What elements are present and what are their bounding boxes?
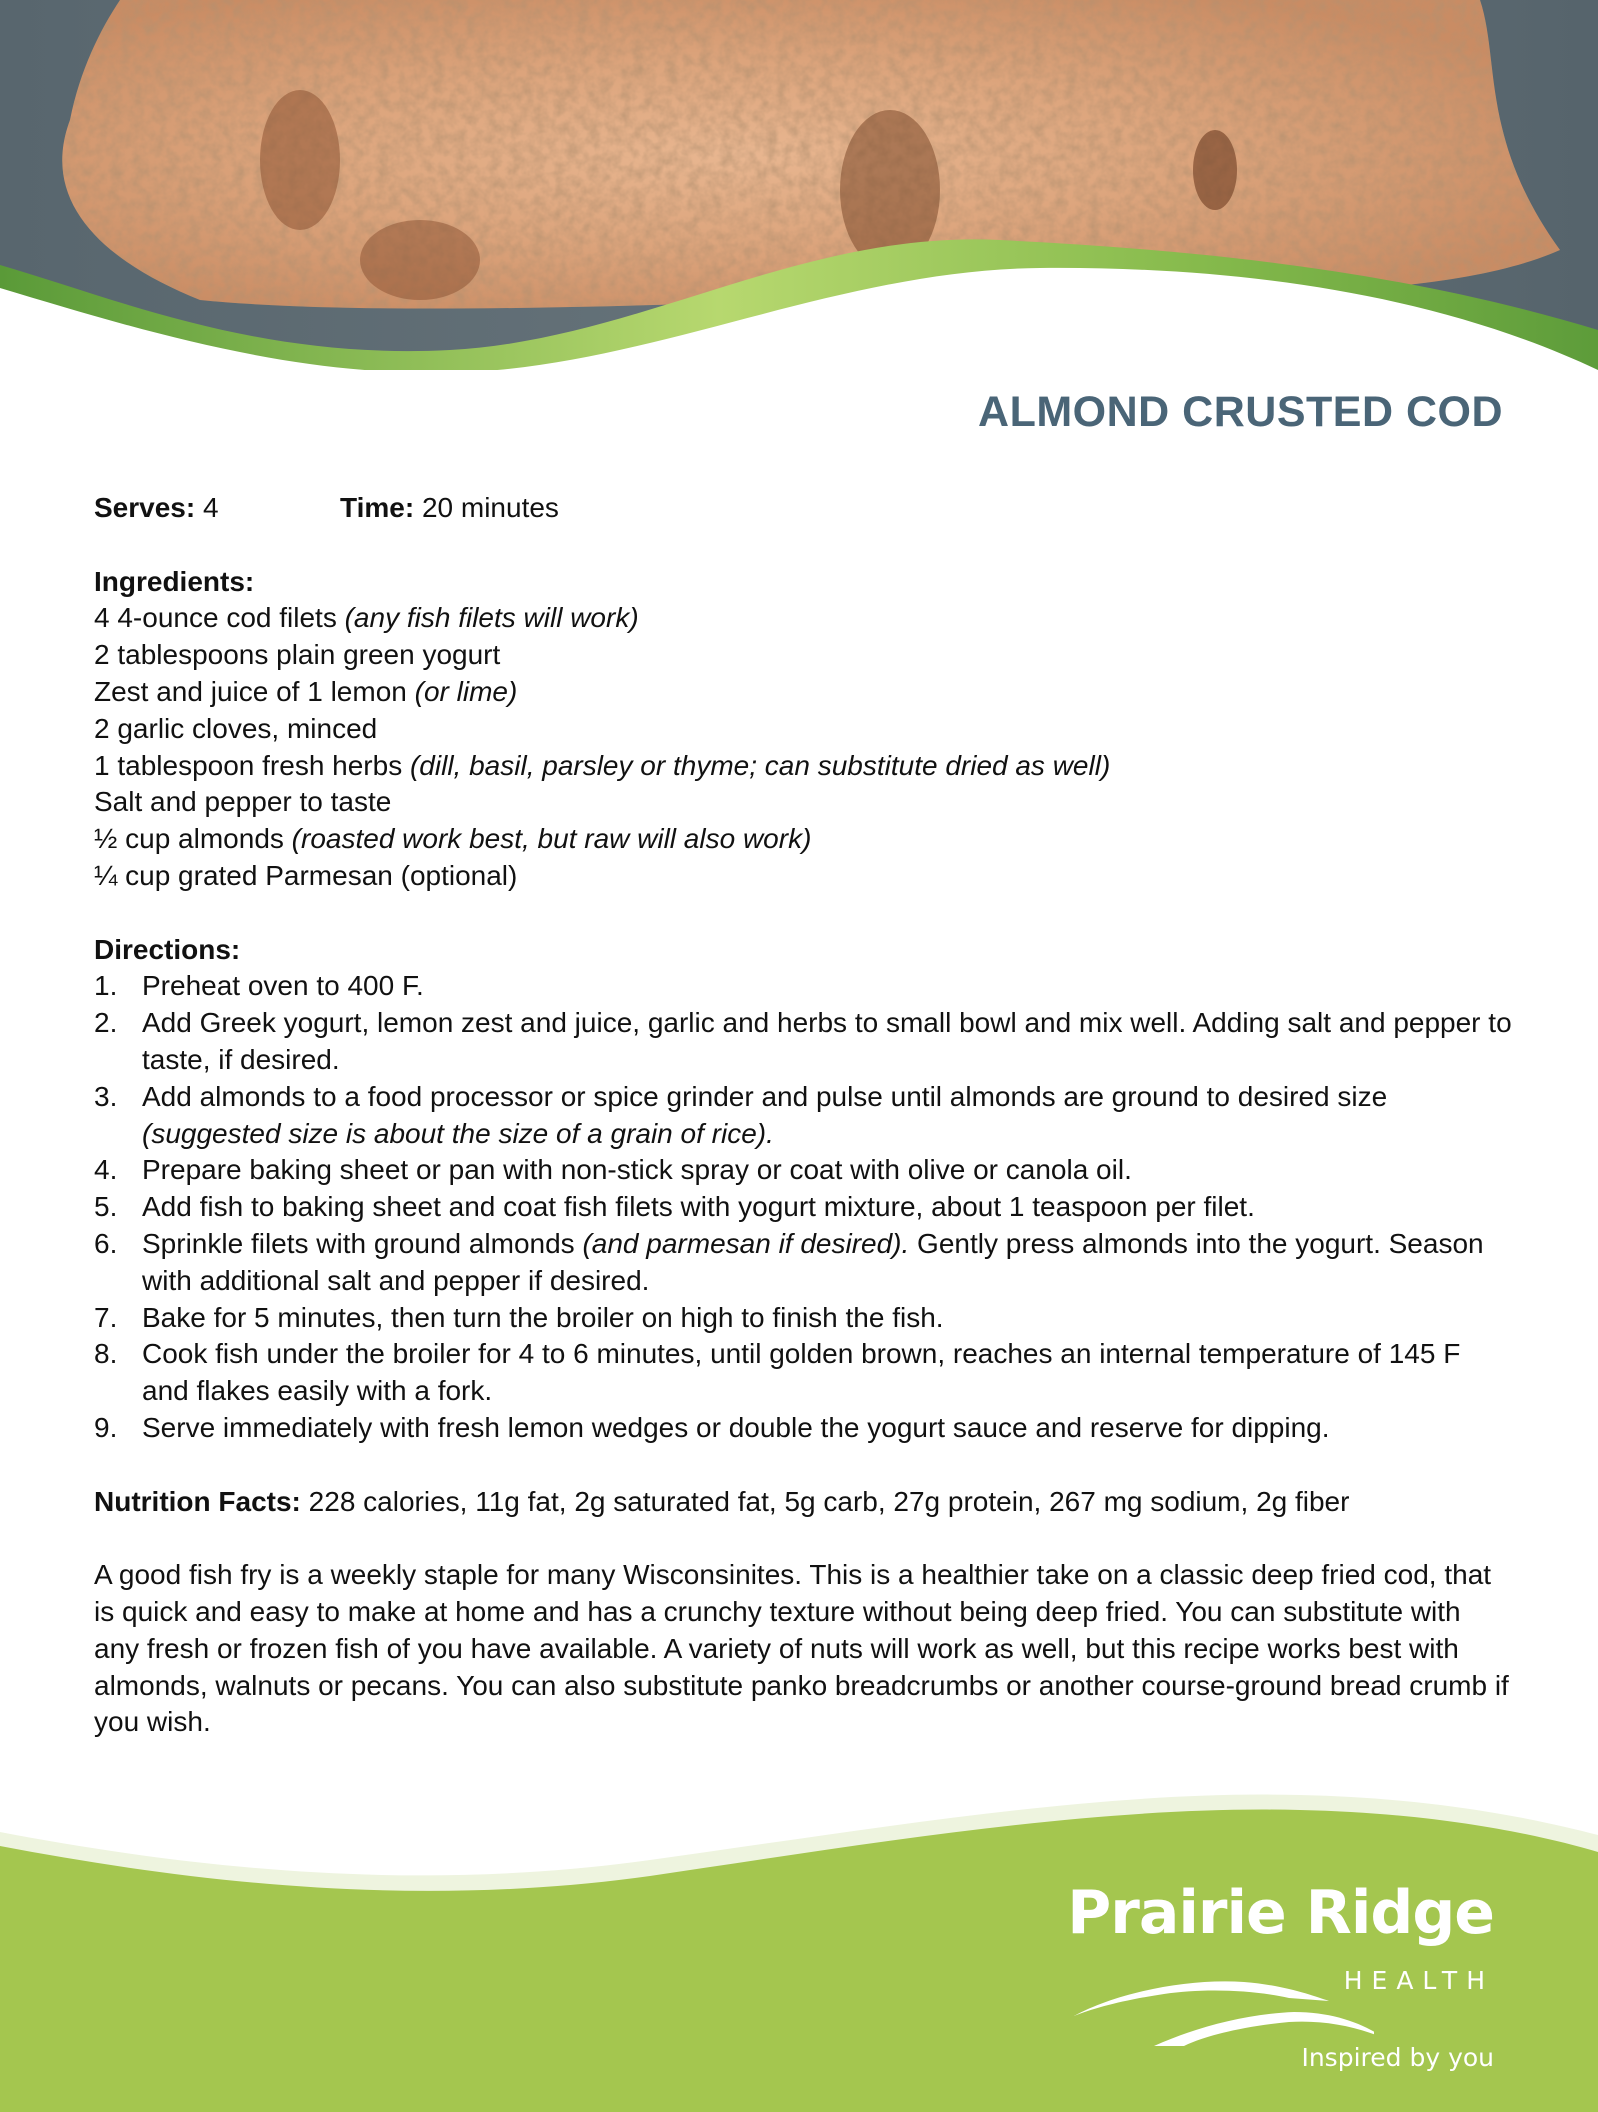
direction-step: 9. Serve immediately with fresh lemon wedges or double the yogurt sauce and reserve for dipping. [94, 1411, 1330, 1443]
direction-step: 4. Prepare baking sheet or pan with non-stick spray or coat with olive or canola oil. [94, 1154, 1132, 1186]
ingredient-item: 1 tablespoon fresh herbs (dill, basil, parsley or thyme; can substitute dried as well) [94, 749, 1111, 781]
recipe-meta [94, 490, 1514, 527]
direction-step: 1. Preheat oven to 400 F. [94, 970, 424, 1002]
recipe-description: A good fish fry is a weekly staple for many Wisconsinites. This is a healthier take on a classic deep fried cod, that is quick and easy to make at home and has a crunchy texture without being deep fried. You can substitute with any fresh or frozen fish of you have available. A variety of nuts will work as well, but this recipe works best with almonds, walnuts or pecans. You can also substitute panko breadcrumbs or another course-ground bread crumb if you wish. [94, 1559, 1509, 1738]
serves-value: 4 [195, 492, 219, 523]
recipe-content [94, 490, 1514, 1741]
ingredient-item: 4 4-ounce cod filets (any fish filets will work) [94, 602, 639, 634]
hero-photo [0, 0, 1598, 370]
time [340, 490, 559, 527]
direction-step: 6. Sprinkle filets with ground almonds (and parmesan if desired). Gently press almonds into the yogurt. Season with additional salt and pepper if desired. [94, 1227, 1484, 1296]
ingredient-item: ½ cup almonds (roasted work best, but raw will also work) [94, 823, 812, 855]
serves [94, 490, 340, 527]
ingredients-list [94, 600, 1514, 894]
serves-label: Serves: [94, 492, 196, 523]
ingredient-item: 2 garlic cloves, minced [94, 712, 378, 744]
recipe-title: ALMOND CRUSTED COD [978, 388, 1503, 436]
direction-step: 7. Bake for 5 minutes, then turn the broiler on high to finish the fish. [94, 1301, 944, 1333]
ingredient-item: 2 tablespoons plain green yogurt [94, 639, 501, 671]
logo-name: Prairie Ridge [1067, 1878, 1494, 1948]
ingredient-item: ¼ cup grated Parmesan (optional) [94, 859, 518, 891]
ridge-swoosh-icon [1074, 1976, 1374, 2046]
ingredient-item: Zest and juice of 1 lemon (or lime) [94, 675, 518, 707]
time-label: Time: [340, 492, 415, 523]
ingredient-item: Salt and pepper to taste [94, 786, 392, 818]
fish-photo-illustration [0, 0, 1598, 370]
direction-step: 3. Add almonds to a food processor or spice grinder and pulse until almonds are ground to desired size (suggested size is about the size of a grain of rice). [94, 1080, 1388, 1149]
directions-list [94, 968, 1514, 1446]
direction-step: 5. Add fish to baking sheet and coat fish filets with yogurt mixture, about 1 teaspoon per filet. [94, 1191, 1255, 1223]
direction-step: 8. Cook fish under the broiler for 4 to 6 minutes, until golden brown, reaches an internal temperature of 145 F and flakes easily with a fork. [94, 1338, 1461, 1407]
direction-step: 2. Add Greek yogurt, lemon zest and juice, garlic and herbs to small bowl and mix well. Adding salt and pepper to taste, if desired. [94, 1007, 1512, 1075]
time-value: 20 minutes [414, 492, 559, 523]
nutrition-facts [94, 1484, 1514, 1521]
directions-heading: Directions: [94, 933, 241, 965]
nutrition-value: 228 calories, 11g fat, 2g saturated fat, 5g carb, 27g protein, 267 mg sodium, 2g fiber [300, 1485, 1350, 1517]
logo-subname: HEALTH [1343, 1966, 1494, 1995]
ingredients-heading: Ingredients: [94, 565, 255, 597]
nutrition-label: Nutrition Facts: [94, 1485, 301, 1517]
prairie-ridge-logo [1034, 1878, 1494, 2098]
logo-tagline: Inspired by you [1301, 2043, 1494, 2072]
